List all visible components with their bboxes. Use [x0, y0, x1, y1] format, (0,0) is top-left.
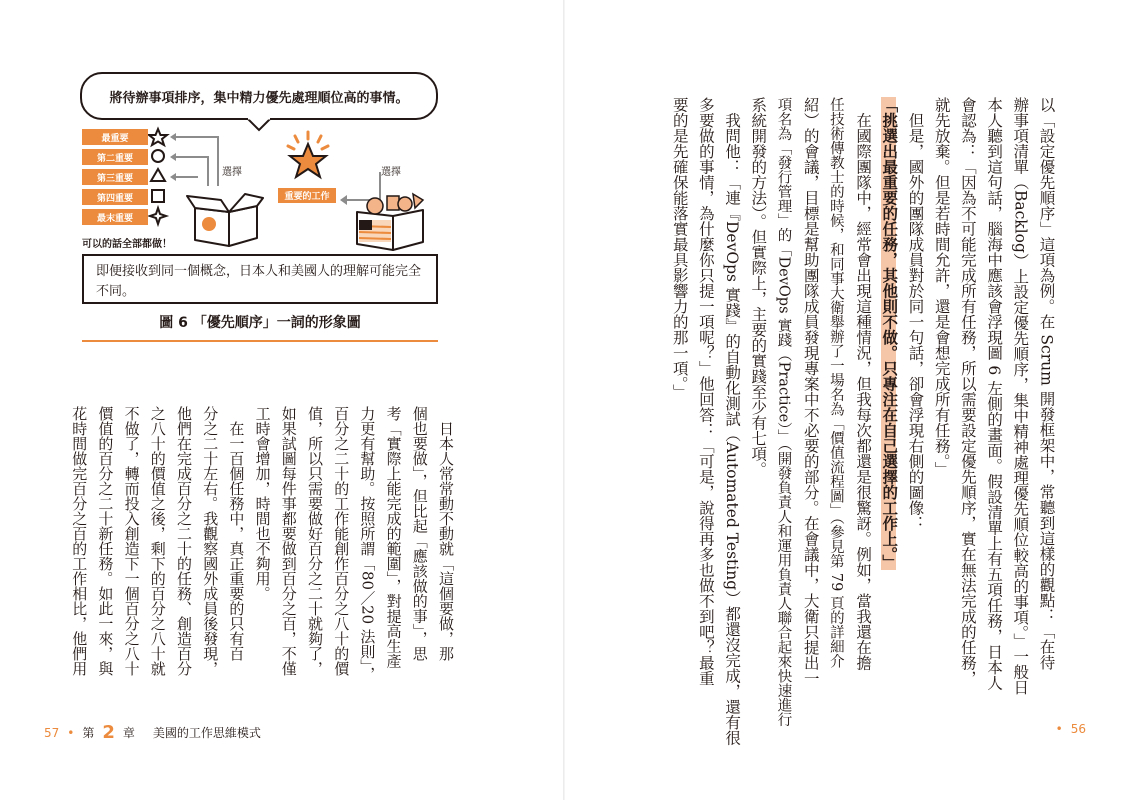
left-page-column-11: 他們在完成百分之二十的任務、創造百分	[175, 406, 193, 676]
left-page-column-15: 花時間做完百分之百的工作相比，他們用	[70, 406, 89, 676]
left-page-column-13: 不做了，轉而投入創造下一個百分之八十	[122, 406, 141, 676]
left-page-number: 57	[44, 725, 60, 740]
right-page-number: 56	[1070, 722, 1086, 736]
important-star-icon	[283, 130, 333, 185]
us-flag-icon	[359, 220, 391, 242]
figure-rule	[82, 340, 438, 342]
star-shape-icon	[149, 129, 167, 145]
left-page-column-7: 如果試圖每件事都要做到百分之百，不僅	[279, 406, 298, 676]
right-page-column-2: 辦事項清單（Backlog）上設定優先順序，集中精神處理優先順位較高的事項。」一般日	[1011, 97, 1030, 695]
priority-label-1: 最重要	[82, 129, 148, 145]
priority-label-3: 第三重要	[82, 169, 148, 185]
left-page-column-2: 個也要做」，但比起「應該做的事」，思	[410, 406, 429, 661]
figure-note: 可以的話全部都做！	[82, 239, 172, 250]
bubble-tail	[245, 118, 275, 132]
figure-title: 圖 6 「優先順序」一詞的形象圖	[159, 315, 361, 331]
orange-circle-icon	[202, 217, 216, 231]
footer-dot: •	[67, 725, 75, 740]
right-page-column-10: 紹）的會議，目標是幫助團隊成員發現專案中不必要的部分。在會議中，大衛只提出一	[801, 97, 820, 686]
left-page-column-10: 分之二十左右。我觀察國外成員後發現，	[201, 406, 220, 676]
chapter-prefix: 第	[82, 726, 95, 740]
right-page-column-4: 會認為：「因為不可能完成所有任務，所以需要設定優先順序，實在無法完成的任務，	[958, 97, 977, 686]
triangle-shape-icon	[151, 169, 165, 181]
left-page-column-1: 日本人常常動不動就「這個要做，那	[437, 406, 455, 661]
page-gutter	[563, 0, 565, 800]
right-page-column-15: 要的是先確保能落實最具影響力的那一項。」	[670, 97, 689, 400]
chapter-number: 2	[102, 722, 115, 743]
right-page-column-7: 「挑選出最重要的任務，其他則不做。只專注在自己選擇的工作上。」	[880, 97, 899, 570]
chapter-suffix: 章	[122, 726, 135, 740]
right-page-column-5: 就先放棄。但是若時間允許，還是會想完成所有任務。」	[932, 97, 951, 477]
left-page-column-14: 價值的百分之二十新任務。如此一來，與	[96, 406, 115, 676]
important-work-label: 重要的工作	[278, 188, 336, 203]
priority-label-2: 第二重要	[82, 149, 148, 165]
right-page-column-14: 多要做的事情，為什麼你只提一項呢？」他回答：「可是，說得再多也做不到吧？最重	[696, 97, 715, 686]
right-page-column-8: 在國際團隊中，經常會出現這種情況，但我每次都還是很驚訝。例如，當我還在擔	[854, 97, 873, 671]
priority-label-5: 最末重要	[82, 209, 148, 225]
left-page-column-3: 考「實際上能完成的範圍」，對提高生產	[384, 406, 403, 669]
footer-dot-right: •	[1055, 722, 1063, 736]
left-page-column-8: 工時會增加，時間也不夠用。	[253, 406, 272, 601]
priority-label-4: 第四重要	[82, 189, 148, 205]
square-shape-icon	[152, 190, 164, 202]
figure-caption-box	[82, 254, 438, 304]
circle-shape-icon	[152, 150, 164, 162]
left-page-column-9: 在一百個任務中，真正重要的只有百	[227, 406, 246, 661]
right-page-column-1: 以「設定優先順序」這項為例。在 Scrum 開發框架中，常聽到這樣的觀點：「在待	[1037, 97, 1056, 670]
right-page-column-3: 本人聽到這句話，腦海中應該會浮現圖 6 左側的畫面。假設清單上有五項任務，日本人	[985, 97, 1004, 691]
right-page-column-13: 我問他：「連『DevOps 實踐』的自動化測試（Automated Testing）都還沒完成，還有很	[723, 97, 742, 746]
left-page-column-5: 百分之二十的工作能創作百分之八十的價	[332, 406, 351, 676]
left-page-column-4: 力更有幫助。按照所謂「80／20 法則」，	[358, 406, 377, 682]
select-label-right: 選擇	[381, 167, 401, 178]
right-page-column-12: 系統開發的方法）。但實際上，主要的實踐至少有七項。	[749, 97, 768, 477]
bubble-text: 將待辦事項排序，集中精力優先處理順位高的事情。	[109, 90, 409, 106]
right-footer	[1056, 722, 1086, 736]
left-footer	[44, 722, 261, 743]
figure-caption: 即便接收到同一個概念，日本人和美國人的理解可能完全不同。	[96, 264, 422, 300]
right-box-illustration	[345, 190, 435, 254]
right-page-column-6: 但是，國外的團隊成員對於同一句話，卻會浮現右側的圖像：	[906, 97, 925, 531]
left-box-illustration	[185, 190, 265, 250]
select-label-left: 選擇	[222, 167, 242, 178]
figure-speech-bubble	[80, 72, 438, 120]
right-page-column-11: 項名為「發行管理」的「DevOps 實踐（Practice）」（開發負責人和運用負責人聯合起來快速進行	[775, 97, 792, 727]
right-page-column-9: 任技術傳教士的時候，和同事大衛舉辦了一場名為「價值流程圖」（參見第 79 頁的詳細介	[827, 97, 844, 669]
left-page-column-12: 之八十的價值之後，剩下的百分之八十就	[148, 406, 167, 676]
chapter-title: 美國的工作思維模式	[152, 726, 261, 740]
diamond-star-shape-icon	[150, 208, 166, 224]
left-page-column-6: 值，所以只需要做好百分之二十就夠了，	[306, 406, 324, 676]
